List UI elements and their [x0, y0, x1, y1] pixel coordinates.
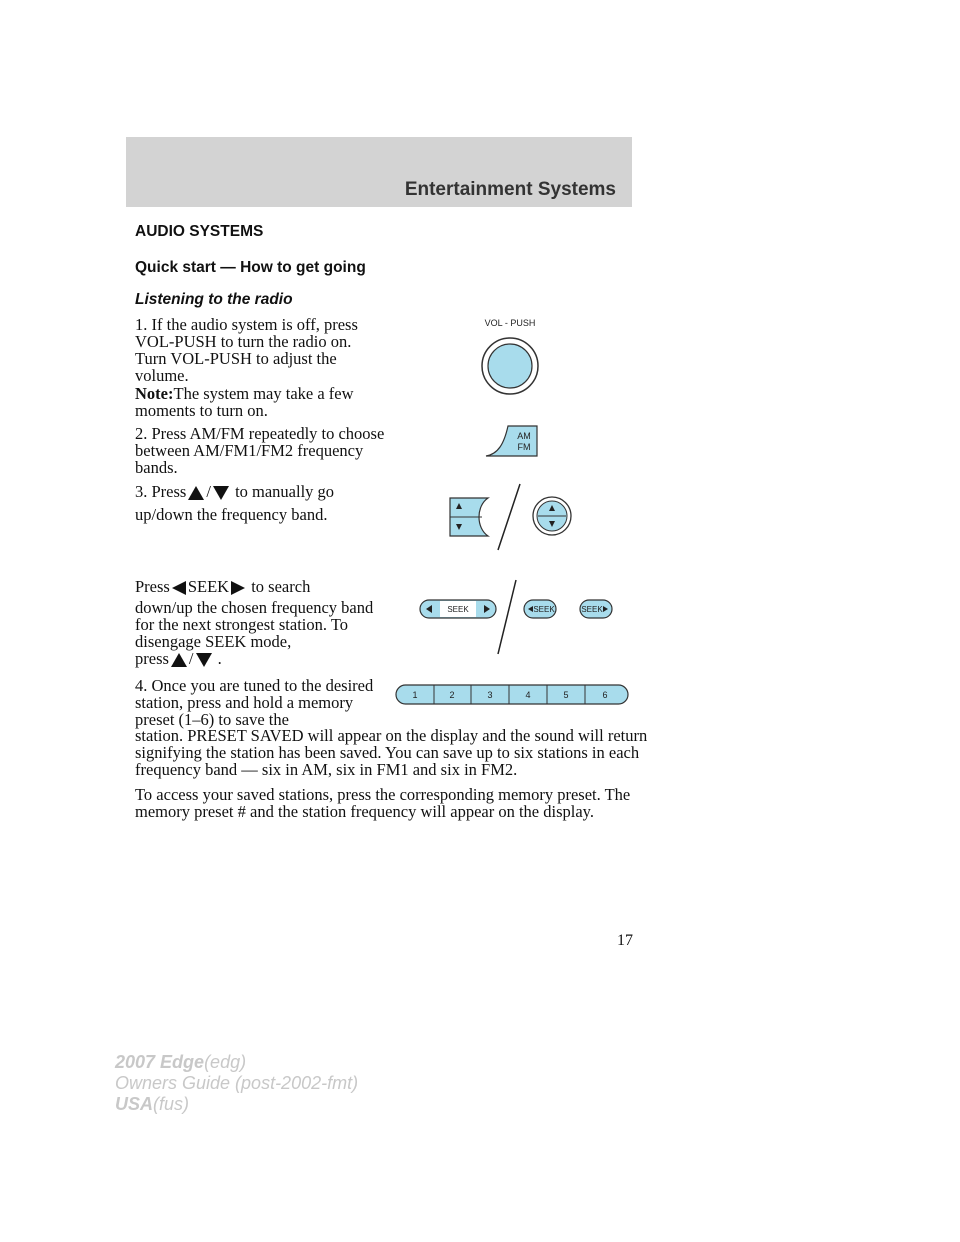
note-paragraph [135, 385, 385, 419]
seek-disengage-line [135, 650, 385, 667]
page-number: 17 [617, 932, 633, 949]
step-3-slash: / [206, 482, 211, 501]
tune-buttons-illustration [448, 480, 578, 556]
seek-line [135, 578, 385, 595]
step-4-text: 4. Once you are tuned to the desired station, press and hold a memory preset (1–6) to save the [135, 676, 374, 729]
seek-left-button-label: SEEK [533, 605, 555, 614]
access-presets-text: To access your saved stations, press the corresponding memory preset. The memory preset # and the station frequency will appear on the display. [135, 785, 631, 821]
preset-6-label: 6 [602, 690, 608, 700]
arrow-up-icon [171, 653, 187, 667]
seek-disengage-press: press [135, 649, 169, 668]
step-2-text: 2. Press AM/FM repeatedly to choose between AM/FM1/FM2 frequency bands. [135, 424, 385, 477]
subheading-italic: Listening to the radio [135, 291, 293, 308]
preset-3-label: 3 [487, 690, 493, 700]
footer [115, 1052, 358, 1115]
preset-bar-illustration [394, 682, 632, 708]
note-text: The system may take a few moments to turn on. [135, 384, 354, 420]
section-header-title: Entertainment Systems [404, 179, 616, 200]
subheading: Quick start — How to get going [135, 259, 366, 276]
arrow-down-icon [196, 653, 212, 667]
amfm-label-am: AM [517, 431, 531, 441]
seek-word: SEEK [187, 577, 230, 596]
preset-4-label: 4 [525, 690, 531, 700]
seek-rocker-label: SEEK [447, 605, 469, 614]
step-1-text: 1. If the audio system is off, press VOL-PUSH to turn the radio on. Turn VOL-PUSH to adjust the volume. [135, 315, 358, 385]
divider-slash [498, 484, 520, 550]
section-heading: AUDIO SYSTEMS [135, 223, 264, 240]
seek-search: to search [251, 577, 311, 596]
note-label: Note: [135, 384, 174, 403]
amfm-label-fm: FM [517, 442, 531, 452]
seek-buttons-illustration [418, 576, 618, 658]
seek-left-icon [172, 581, 186, 595]
seek-right-icon [231, 581, 245, 595]
arrow-down-icon [213, 486, 229, 500]
step-3-line-2: up/down the frequency band. [135, 505, 328, 524]
preset-1-label: 1 [412, 690, 418, 700]
vol-push-label: VOL - PUSH [484, 318, 536, 328]
divider-slash [498, 580, 516, 654]
header-band [126, 137, 632, 207]
footer-line-3 [115, 1094, 358, 1115]
step-3-manual: to manually go [235, 482, 335, 501]
footer-model: 2007 Edge [115, 1052, 205, 1072]
preset-bar-icon [396, 685, 628, 704]
footer-line-1 [115, 1052, 358, 1073]
seek-right-button-label: SEEK [581, 605, 603, 614]
footer-market: USA [115, 1094, 154, 1114]
vol-push-illustration [470, 312, 580, 402]
amfm-button-illustration [484, 424, 544, 460]
step-4-continued: station. PRESET SAVED will appear on the display and the sound will return signifying the station has been saved. You can save up to six stations in each frequency band — six in AM, six in FM1 and six in FM2. [135, 726, 648, 779]
step-3-press: 3. Press [135, 482, 187, 501]
seek-disengage-slash: / [188, 649, 194, 668]
preset-2-label: 2 [449, 690, 455, 700]
footer-market-code: (fus) [153, 1094, 190, 1114]
footer-model-code: (edg) [204, 1052, 247, 1072]
vol-knob-icon [488, 344, 532, 388]
arrow-up-icon [188, 486, 204, 500]
seek-description: down/up the chosen frequency band for the next strongest station. To disengage SEEK mode, [135, 598, 374, 651]
seek-disengage-end: . [217, 649, 222, 668]
preset-5-label: 5 [563, 690, 569, 700]
footer-line-2: Owners Guide (post-2002-fmt) [115, 1073, 359, 1093]
seek-press: Press [135, 577, 170, 596]
step-3-line [135, 483, 385, 500]
